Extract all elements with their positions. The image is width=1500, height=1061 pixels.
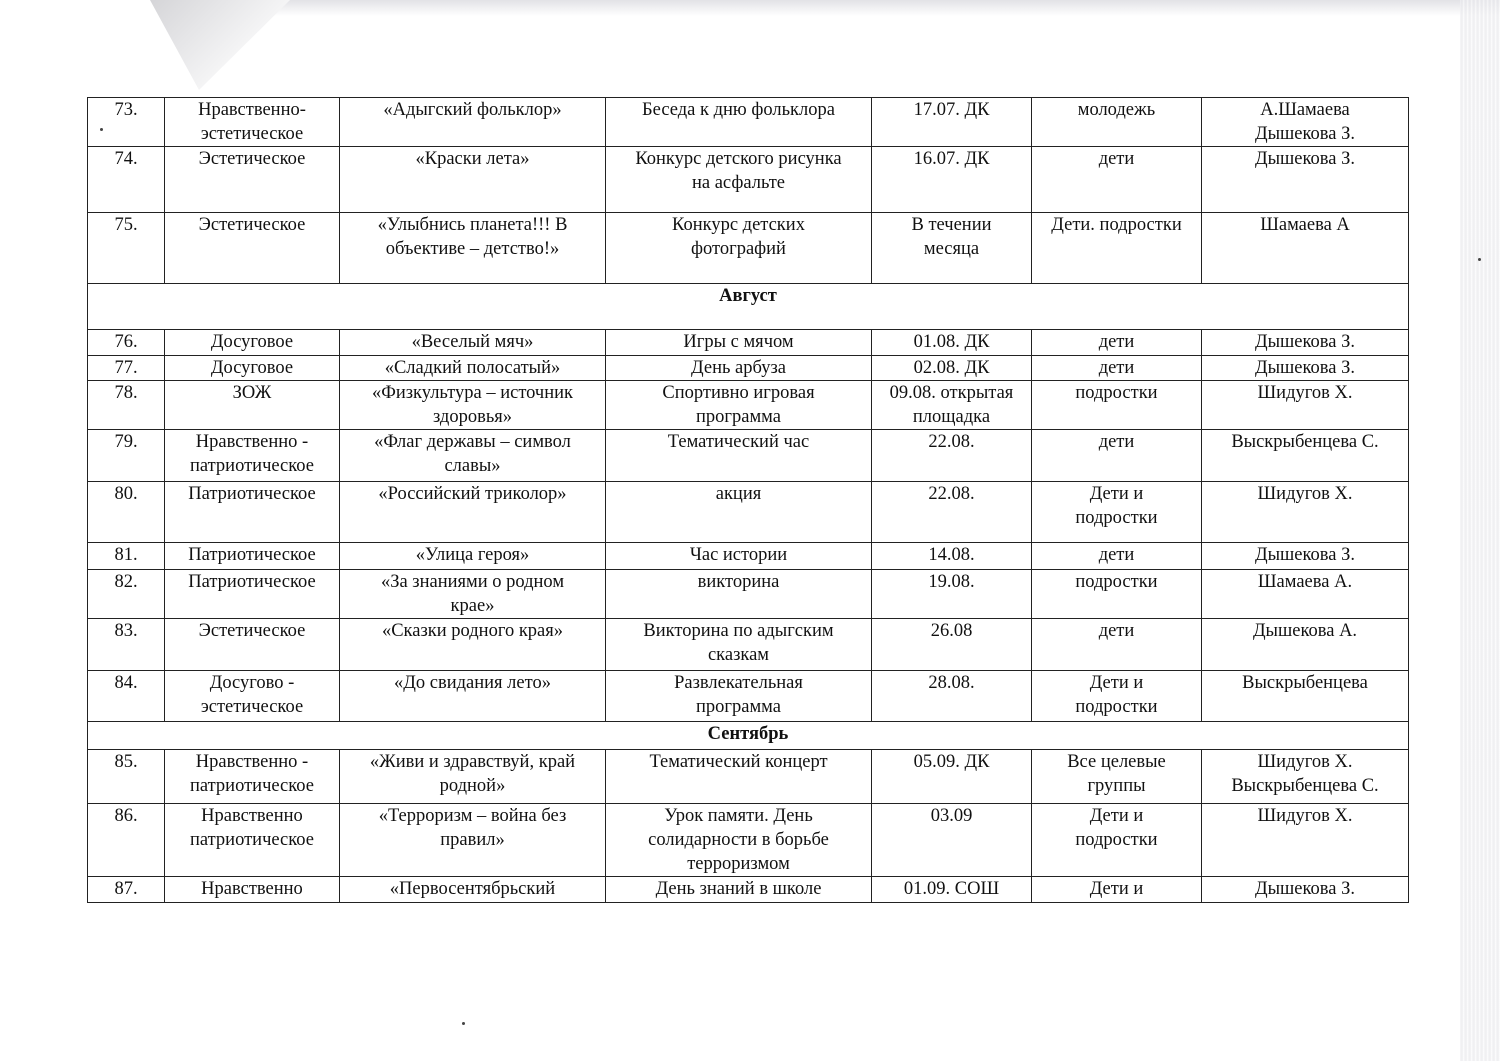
cell-responsible-line: Выскрыбенцева С. [1231,432,1379,452]
scan-folded-corner [150,0,290,90]
cell-responsible [1202,482,1409,543]
cell-responsible [1202,671,1409,722]
cell-date-place-line: 17.07. ДК [913,100,990,120]
table-row [88,570,1409,619]
cell-direction [165,619,340,671]
cell-direction [165,750,340,804]
cell-responsible [1202,381,1409,430]
cell-direction-line: Досуговое [210,358,294,378]
cell-direction-line: патриотическое [189,830,314,850]
cell-responsible-line: Шидугов Х. [1257,806,1353,826]
month-header-row [88,722,1409,750]
cell-date-place-line: 01.08. ДК [913,332,990,352]
cell-responsible [1202,543,1409,570]
cell-event-form [606,98,872,147]
cell-event-title [340,804,606,877]
cell-direction-line: Досуговое [210,332,294,352]
month-heading: Сентябрь [88,722,1409,750]
cell-direction [165,356,340,381]
cell-direction-line: Патриотическое [188,484,316,504]
cell-audience-line: Дети и [1089,673,1144,693]
cell-direction [165,381,340,430]
table-row [88,543,1409,570]
cell-date-place-line: 22.08. [928,432,975,452]
cell-number: 83. [88,619,165,671]
cell-audience-line: Дети и [1089,484,1144,504]
cell-responsible-line: Дышекова А. [1252,621,1358,641]
cell-responsible [1202,147,1409,213]
cell-number: 78. [88,381,165,430]
table-row [88,750,1409,804]
cell-event-form-line: на асфальте [691,173,785,193]
cell-direction-line: Нравственно- [198,100,306,120]
cell-event-title [340,98,606,147]
cell-event-title-line: «За знаниями о родном [380,572,565,592]
cell-date-place-line: 26.08 [930,621,973,641]
cell-audience [1032,430,1202,482]
cell-audience [1032,570,1202,619]
table-row [88,430,1409,482]
cell-number: 79. [88,430,165,482]
table-row [88,877,1409,903]
cell-event-title-line: здоровья» [432,407,513,427]
cell-date-place [872,381,1032,430]
cell-audience [1032,381,1202,430]
cell-responsible-line: Дышекова З. [1254,332,1356,352]
cell-responsible [1202,330,1409,356]
cell-audience [1032,330,1202,356]
cell-audience-line: дети [1098,545,1135,565]
cell-date-place [872,147,1032,213]
cell-number: 82. [88,570,165,619]
cell-date-place [872,671,1032,722]
cell-event-title [340,430,606,482]
cell-event-title [340,482,606,543]
cell-responsible [1202,877,1409,903]
cell-date-place-line: 01.09. СОШ [903,879,1000,899]
cell-number: 81. [88,543,165,570]
table-row [88,147,1409,213]
cell-event-form-line: программа [696,407,781,427]
cell-event-form-line: Викторина по адыгским [643,621,834,641]
cell-audience-line: дети [1098,358,1135,378]
cell-responsible-line: Дышекова З. [1254,358,1356,378]
cell-audience-line: подростки [1075,572,1158,592]
cell-responsible-line: Шидугов Х. [1257,383,1353,403]
cell-date-place-line: 28.08. [928,673,975,693]
cell-event-form-line: Конкурс детского рисунка [635,149,842,169]
cell-audience-line: Дети. подростки [1051,215,1182,235]
cell-responsible [1202,619,1409,671]
table-row [88,804,1409,877]
cell-direction [165,570,340,619]
scan-page-edge [1460,0,1500,1061]
cell-responsible [1202,213,1409,284]
cell-audience [1032,98,1202,147]
cell-direction [165,98,340,147]
cell-responsible [1202,570,1409,619]
cell-audience-line: Дети и [1089,806,1144,826]
cell-date-place [872,804,1032,877]
cell-date-place [872,570,1032,619]
cell-event-title-line: «Живи и здравствуй, край [369,752,576,772]
cell-event-form-line: Урок памяти. День [664,806,813,826]
cell-event-title-line: «Сладкий полосатый» [384,358,561,378]
cell-event-title [340,543,606,570]
cell-direction-line: Эстетическое [198,215,306,235]
cell-audience-line: дети [1098,332,1135,352]
cell-audience [1032,213,1202,284]
table-row [88,619,1409,671]
cell-number: 80. [88,482,165,543]
cell-event-title-line: «Улица героя» [415,545,530,565]
cell-direction-line: Эстетическое [198,149,306,169]
cell-date-place-line: 05.09. ДК [913,752,990,772]
cell-event-form-line: Игры с мячом [683,332,794,352]
cell-responsible-line: Шидугов Х. [1257,484,1353,504]
cell-direction-line: Патриотическое [188,572,316,592]
cell-date-place [872,430,1032,482]
cell-responsible-line: Дышекова З. [1254,149,1356,169]
cell-audience-line: дети [1098,621,1135,641]
cell-event-form-line: Развлекательная [674,673,803,693]
cell-direction-line: Досугово - [209,673,295,693]
cell-responsible [1202,750,1409,804]
cell-event-form [606,750,872,804]
cell-responsible [1202,804,1409,877]
cell-responsible [1202,430,1409,482]
cell-event-title [340,570,606,619]
cell-direction-line: патриотическое [189,456,314,476]
cell-direction-line: ЗОЖ [232,383,272,403]
cell-audience [1032,804,1202,877]
cell-event-title-line: «Флаг державы – символ [374,432,571,452]
cell-number: 75. [88,213,165,284]
cell-date-place [872,619,1032,671]
cell-event-form [606,619,872,671]
cell-audience [1032,482,1202,543]
cell-date-place-line: В течении [911,215,992,235]
cell-number: 73. [88,98,165,147]
cell-audience-line: Все целевые [1067,752,1166,772]
cell-event-title-line: «Веселый мяч» [411,332,534,352]
cell-event-form [606,356,872,381]
cell-audience-line: Дети и [1089,879,1144,899]
cell-direction [165,482,340,543]
cell-direction [165,330,340,356]
cell-audience-line: дети [1098,432,1135,452]
cell-audience [1032,356,1202,381]
cell-audience [1032,619,1202,671]
month-header-row [88,284,1409,330]
cell-date-place-line: месяца [923,239,980,259]
cell-event-form [606,804,872,877]
cell-date-place [872,213,1032,284]
cell-responsible-line: Дышекова З. [1254,879,1356,899]
cell-event-title-line: крае» [450,596,495,616]
cell-event-title-line: славы» [444,456,501,476]
cell-event-title-line: объективе – детство!» [385,239,560,259]
cell-event-title [340,330,606,356]
cell-responsible-line: Выскрыбенцева С. [1231,776,1379,796]
table-row [88,482,1409,543]
table-row [88,98,1409,147]
cell-direction [165,671,340,722]
cell-date-place [872,750,1032,804]
cell-direction-line: патриотическое [189,776,314,796]
cell-responsible-line: Дышекова З. [1254,545,1356,565]
cell-event-form [606,570,872,619]
cell-event-title-line: «Физкультура – источник [371,383,574,403]
table-row [88,213,1409,284]
cell-direction [165,804,340,877]
cell-event-form-line: Тематический час [667,432,810,452]
cell-event-form [606,482,872,543]
cell-event-title-line: «Адыгский фольклор» [383,100,562,120]
cell-number: 85. [88,750,165,804]
cell-responsible-line: Шамаева А. [1257,572,1353,592]
cell-responsible-line: Шамаева А [1260,215,1350,235]
cell-date-place-line: 14.08. [928,545,975,565]
cell-event-title-line: «Краски лета» [415,149,530,169]
cell-event-form [606,877,872,903]
cell-event-title-line: родной» [439,776,506,796]
events-schedule-table [87,97,1409,903]
cell-event-title [340,750,606,804]
cell-event-title [340,381,606,430]
cell-date-place-line: 16.07. ДК [913,149,990,169]
cell-number: 84. [88,671,165,722]
cell-audience [1032,877,1202,903]
cell-event-form-line: фотографий [691,239,786,259]
cell-date-place-line: площадка [912,407,991,427]
cell-event-form-line: программа [696,697,781,717]
cell-date-place-line: 22.08. [928,484,975,504]
cell-event-title [340,877,606,903]
cell-event-form [606,671,872,722]
cell-audience-line: подростки [1075,508,1158,528]
cell-date-place [872,543,1032,570]
scan-shadow [230,0,1500,16]
cell-event-title-line: «Улыбнись планета!!! В [377,215,568,235]
cell-direction-line: Нравственно - [195,432,309,452]
cell-event-form-line: День знаний в школе [655,879,822,899]
cell-date-place [872,330,1032,356]
cell-event-title-line: «Первосентябрьский [389,879,556,899]
cell-event-form-line: сказкам [707,645,770,665]
cell-direction-line: Нравственно [201,806,303,826]
cell-responsible [1202,98,1409,147]
cell-number: 77. [88,356,165,381]
cell-event-title-line: «Терроризм – война без [378,806,567,826]
cell-direction-line: Патриотическое [188,545,316,565]
scan-speck [462,1022,465,1025]
cell-audience [1032,543,1202,570]
cell-event-form [606,543,872,570]
cell-event-form-line: викторина [697,572,780,592]
cell-event-title-line: «Сказки родного края» [381,621,564,641]
cell-event-title-line: «До свидания лето» [394,673,551,693]
cell-event-form [606,381,872,430]
cell-date-place [872,98,1032,147]
cell-number: 76. [88,330,165,356]
cell-event-form-line: Спортивно игровая [662,383,815,403]
cell-audience [1032,750,1202,804]
cell-event-form-line: акция [715,484,762,504]
cell-number: 86. [88,804,165,877]
cell-direction [165,147,340,213]
cell-event-form [606,430,872,482]
cell-direction [165,213,340,284]
scan-speck [1478,258,1481,261]
cell-event-title-line: правил» [440,830,505,850]
cell-date-place [872,482,1032,543]
table-row [88,330,1409,356]
cell-audience-line: подростки [1075,697,1158,717]
cell-event-form-line: Беседа к дню фольклора [642,100,835,120]
month-heading: Август [88,284,1409,330]
cell-event-title [340,671,606,722]
cell-direction-line: Нравственно [201,879,303,899]
cell-audience-line: дети [1098,149,1135,169]
cell-audience-line: подростки [1075,383,1158,403]
cell-date-place-line: 03.09 [930,806,973,826]
cell-direction [165,877,340,903]
cell-audience [1032,147,1202,213]
cell-audience [1032,671,1202,722]
table-row [88,671,1409,722]
cell-direction [165,430,340,482]
cell-audience-line: подростки [1075,830,1158,850]
cell-event-form-line: солидарности в борьбе [648,830,829,850]
cell-date-place-line: 09.08. открытая [889,383,1014,403]
cell-event-title [340,619,606,671]
cell-direction-line: Эстетическое [198,621,306,641]
cell-event-title [340,213,606,284]
cell-event-title-line: «Российский триколор» [378,484,567,504]
cell-number: 74. [88,147,165,213]
table-row [88,381,1409,430]
cell-date-place-line: 19.08. [928,572,975,592]
cell-audience-line: молодежь [1077,100,1156,120]
cell-direction-line: эстетическое [200,124,304,144]
cell-responsible-line: Шидугов Х. [1257,752,1353,772]
cell-direction-line: Нравственно - [195,752,309,772]
cell-event-form [606,213,872,284]
cell-date-place-line: 02.08. ДК [913,358,990,378]
cell-event-form [606,330,872,356]
table-row [88,356,1409,381]
cell-direction-line: эстетическое [200,697,304,717]
cell-number: 87. [88,877,165,903]
cell-event-form-line: Тематический концерт [649,752,828,772]
cell-responsible [1202,356,1409,381]
cell-event-form-line: День арбуза [691,358,786,378]
cell-event-form [606,147,872,213]
cell-responsible-line: Дышекова З. [1254,124,1356,144]
cell-direction [165,543,340,570]
cell-date-place [872,877,1032,903]
cell-responsible-line: А.Шамаева [1260,100,1350,120]
cell-event-form-line: терроризмом [687,854,790,874]
cell-event-form-line: Час истории [689,545,788,565]
cell-date-place [872,356,1032,381]
cell-audience-line: группы [1087,776,1146,796]
cell-responsible-line: Выскрыбенцева [1242,673,1368,693]
cell-event-form-line: Конкурс детских [672,215,805,235]
cell-event-title [340,356,606,381]
cell-event-title [340,147,606,213]
